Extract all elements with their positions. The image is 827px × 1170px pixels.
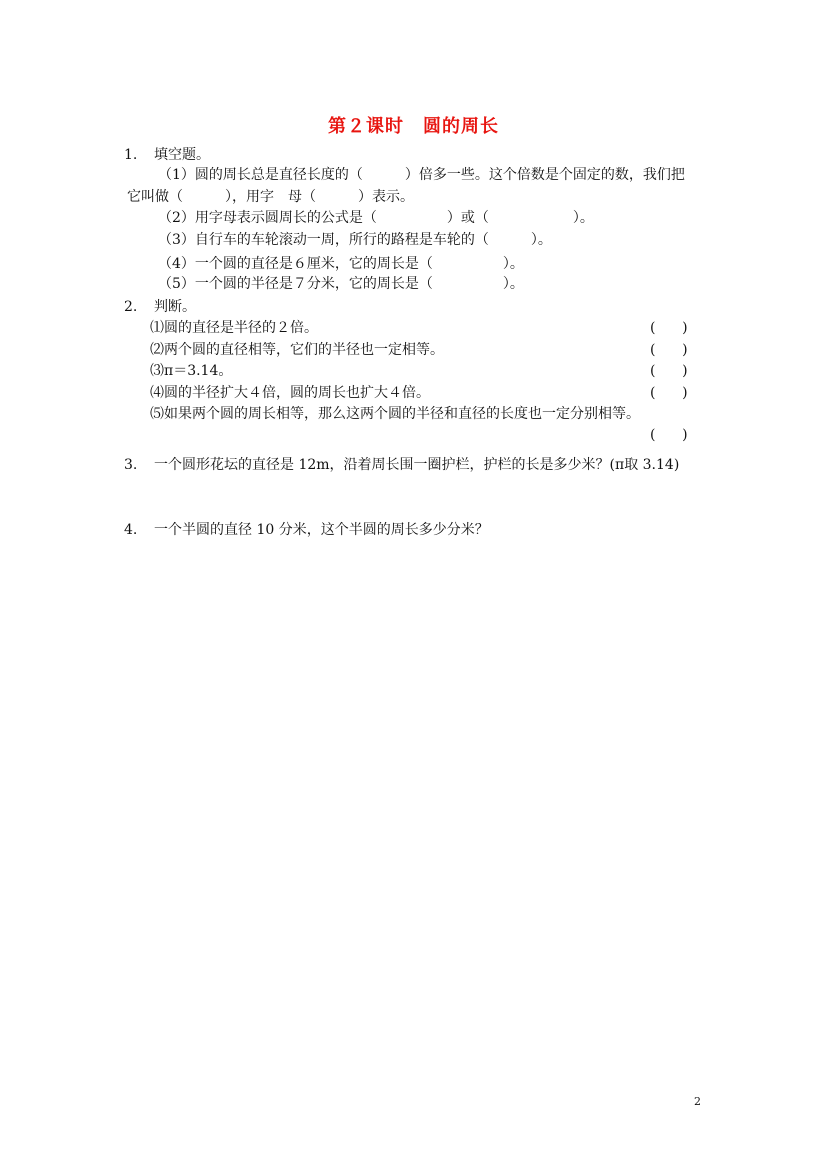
q1-item-5: （5）一个圆的半径是７分米，它的周长是（ ）。 [158,276,524,292]
q1-item-1: （1）圆的周长总是直径长度的（ ）倍多一些。这个倍数是个固定的数，我们把 [158,167,685,183]
q1-item-2: （2）用字母表示圆周长的公式是（ ）或（ ）。 [158,210,594,226]
q2-answer-bracket-3: ( ) [650,363,688,379]
q2-statement-1: ⑴圆的直径是半径的２倍。 [150,320,318,336]
q2-statement-4: ⑷圆的半径扩大４倍，圆的周长也扩大４倍。 [150,385,430,401]
q3-text: 一个圆形花坛的直径是 12m，沿着周长围一圈护栏，护栏的长是多少米？(π取 3.14) [154,457,680,473]
q2-heading: 判断。 [154,299,196,315]
q3-number: 3. [124,457,138,473]
q4-text: 一个半圆的直径 10 分米，这个半圆的周长多少分米？ [154,522,489,538]
q2-statement-3: ⑶π＝3.14。 [150,363,233,379]
q2-number: 2. [124,299,138,315]
q1-item-1-cont: 它叫做（ ），用字 母（ ）表示。 [127,189,414,205]
q2-statement-2: ⑵两个圆的直径相等，它们的半径也一定相等。 [150,342,444,358]
page-number: 2 [694,1095,701,1108]
page-title: 第２课时 圆的周长 [328,116,499,137]
q2-answer-bracket-5: ( ) [650,427,688,443]
q2-answer-bracket-2: ( ) [650,342,688,358]
q1-item-3: （3）自行车的车轮滚动一周，所行的路程是车轮的（ ）。 [158,232,552,248]
q1-heading: 填空题。 [154,147,210,163]
q2-statement-5: ⑸如果两个圆的周长相等，那么这两个圆的半径和直径的长度也一定分别相等。 [150,406,640,422]
q2-answer-bracket-4: ( ) [650,385,688,401]
q1-number: 1. [124,147,138,163]
q2-answer-bracket-1: ( ) [650,320,688,336]
q1-item-4: （4）一个圆的直径是６厘米，它的周长是（ ）。 [158,256,524,272]
q4-number: 4. [124,522,138,538]
